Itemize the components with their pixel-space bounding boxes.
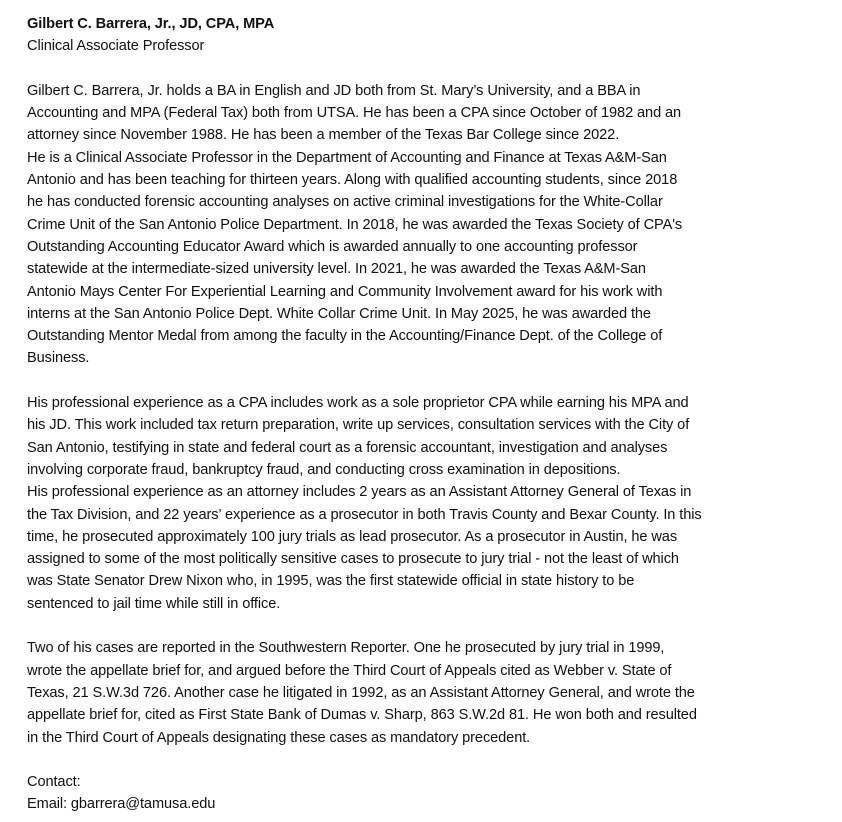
text-line: San Antonio, testifying in state and federal court as a forensic accountant, investigation and analyses: [27, 439, 668, 456]
text-line: Gilbert C. Barrera, Jr. holds a BA in English and JD both from St. Mary’s University, and a BBA in: [27, 82, 641, 99]
text-line: was State Senator Drew Nixon who, in 1995, was the first statewide official in state history to be: [27, 573, 635, 590]
faculty-title: Clinical Associate Professor: [27, 38, 205, 55]
spacer: [27, 749, 827, 771]
faculty-bio-document: [27, 13, 827, 816]
text-line: he has conducted forensic accounting analyses on active criminal investigations for the White-Collar: [27, 194, 663, 211]
spacer: [27, 58, 827, 80]
bio-paragraph-education: [27, 80, 827, 147]
bio-paragraph-cases: [27, 637, 827, 748]
text-line: Texas, 21 S.W.3d 726. Another case he litigated in 1992, as an Assistant Attorney General, and wrote the: [27, 684, 695, 701]
text-line: Business.: [27, 350, 90, 367]
text-line: Crime Unit of the San Antonio Police Department. In 2018, he was awarded the Texas Society of CPA's: [27, 216, 683, 233]
text-line: attorney since November 1988. He has been a member of the Texas Bar College since 2022.: [27, 127, 620, 144]
contact-email: Email: gbarrera@tamusa.edu: [27, 796, 216, 813]
text-line: assigned to some of the most politically sensitive cases to prosecute to jury trial - not the least of which: [27, 551, 679, 568]
spacer: [27, 370, 827, 392]
text-line: His professional experience as an attorney includes 2 years as an Assistant Attorney General of Texas in: [27, 484, 692, 501]
text-line: wrote the appellate brief for, and argued before the Third Court of Appeals cited as Webber v. State of: [27, 662, 672, 679]
text-line: Outstanding Mentor Medal from among the faculty in the Accounting/Finance Dept. of the College of: [27, 328, 663, 345]
text-line: He is a Clinical Associate Professor in the Department of Accounting and Finance at Texas A&M-San: [27, 149, 667, 166]
text-line: his JD. This work included tax return preparation, write up services, consultation services with the City of: [27, 417, 690, 434]
text-line: Antonio and has been teaching for thirteen years. Along with qualified accounting students, since 2018: [27, 172, 678, 189]
text-line: sentenced to jail time while still in office.: [27, 595, 281, 612]
text-line: Antonio Mays Center For Experiential Learning and Community Involvement award for his work with: [27, 283, 663, 300]
faculty-name: Gilbert C. Barrera, Jr., JD, CPA, MPA: [27, 16, 275, 32]
bio-paragraph-cpa-experience: [27, 392, 827, 481]
spacer: [27, 615, 827, 637]
text-line: in the Third Court of Appeals designating these cases as mandatory precedent.: [27, 729, 531, 746]
text-line: the Tax Division, and 22 years’ experience as a prosecutor in both Travis County and Bexar County. In this: [27, 506, 702, 523]
text-line: appellate brief for, cited as First State Bank of Dumas v. Sharp, 863 S.W.2d 81. He won both and resulted: [27, 707, 697, 724]
text-line: statewide at the intermediate-sized university level. In 2021, he was awarded the Texas A&M-San: [27, 261, 646, 278]
text-line: Accounting and MPA (Federal Tax) both from UTSA. He has been a CPA since October of 1982 and an: [27, 105, 682, 122]
text-line: Two of his cases are reported in the Southwestern Reporter. One he prosecuted by jury trial in 1999,: [27, 640, 665, 657]
text-line: involving corporate fraud, bankruptcy fraud, and conducting cross examination in depositions.: [27, 461, 621, 478]
text-line: His professional experience as a CPA includes work as a sole proprietor CPA while earning his MPA and: [27, 395, 689, 412]
bio-paragraph-attorney-experience: [27, 481, 827, 615]
contact-heading: Contact:: [27, 774, 81, 791]
contact-section: [27, 771, 827, 816]
text-line: time, he prosecuted approximately 100 jury trials as lead prosecutor. As a prosecutor in Austin, he was: [27, 528, 678, 545]
text-line: Outstanding Accounting Educator Award which is awarded annually to one accounting professor: [27, 238, 638, 255]
text-line: interns at the San Antonio Police Dept. White Collar Crime Unit. In May 2025, he was awarded the: [27, 305, 651, 322]
bio-paragraph-teaching: [27, 147, 827, 370]
